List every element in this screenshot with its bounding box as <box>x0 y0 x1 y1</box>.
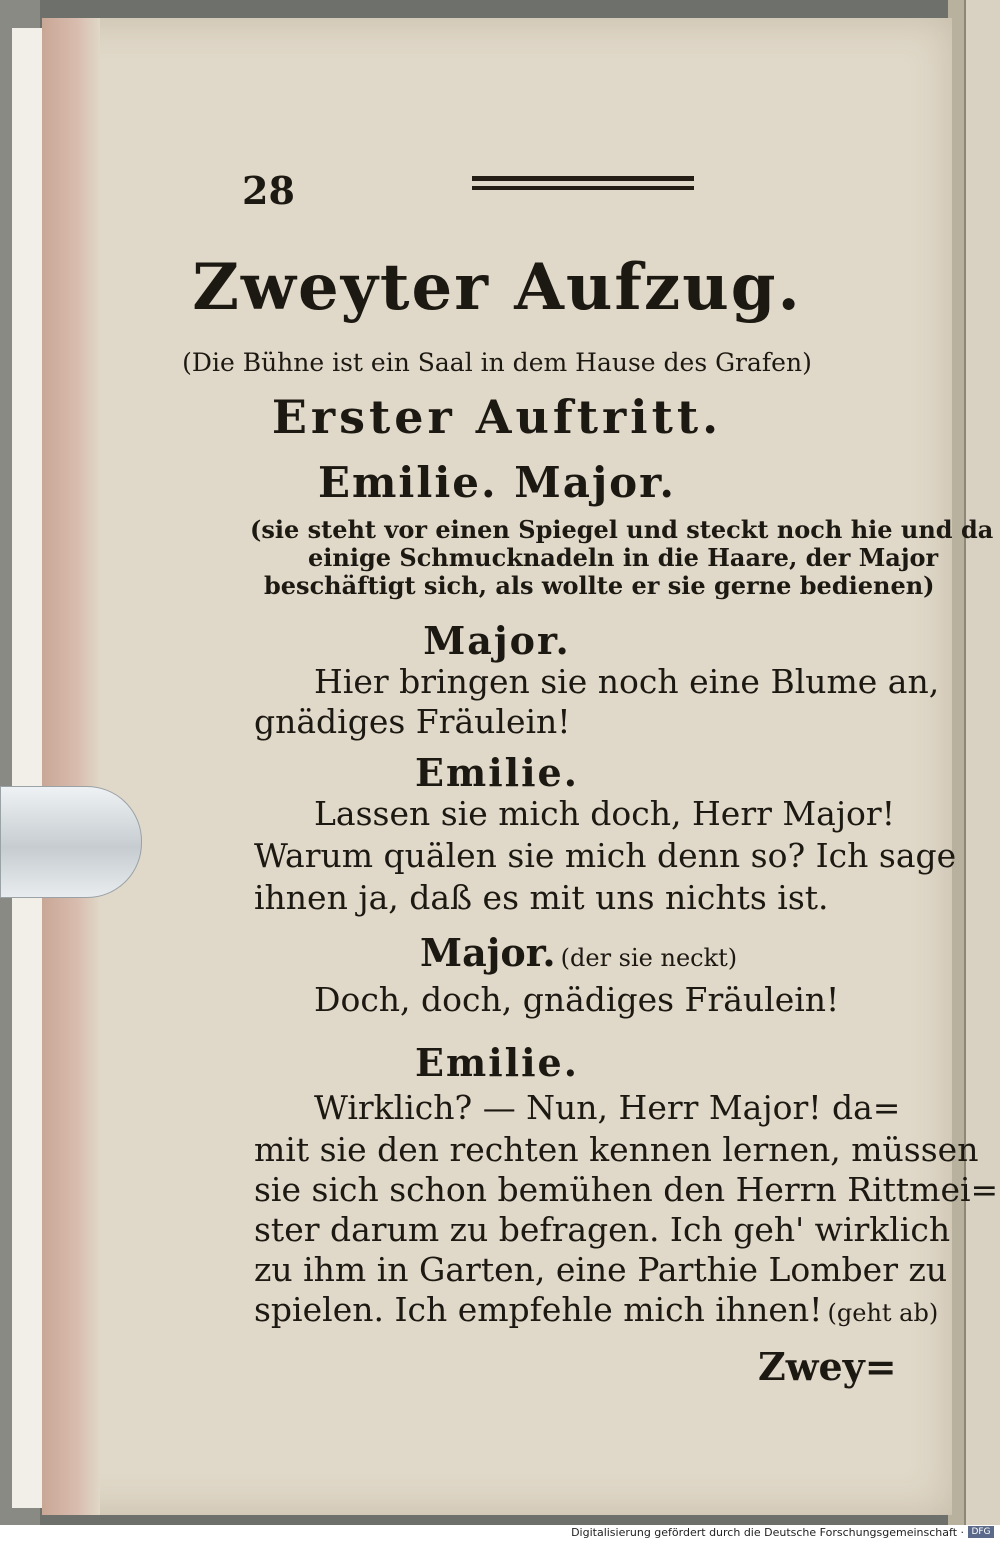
speech-line: zu ihm in Garten, eine Parthie Lomber zu <box>254 1250 948 1289</box>
page-number: 28 <box>242 168 295 213</box>
stage-direction-line: beschäftigt sich, als wollte er sie gerne bedienen) <box>264 571 935 600</box>
scene-title: Erster Auftritt. <box>271 390 723 444</box>
speech-line: mit sie den rechten kennen lernen, müssen <box>254 1130 979 1169</box>
facing-page <box>964 0 1000 1525</box>
dfg-logo-icon: DFG <box>968 1526 994 1538</box>
speaker-name: Emilie. <box>415 750 579 795</box>
speaker-name: Major. <box>423 618 571 663</box>
speech-line: spielen. Ich empfehle mich ihnen! <box>254 1290 823 1329</box>
exit-direction: (geht ab) <box>827 1299 939 1327</box>
footer-credit: Digitalisierung gefördert durch die Deutsche Forschungsgemeinschaft · <box>571 1526 964 1539</box>
speech-line: Doch, doch, gnädiges Fräulein! <box>314 980 840 1019</box>
page-content <box>42 18 999 1515</box>
header-rule <box>472 176 694 181</box>
header-rule <box>472 186 694 190</box>
speech-line: Wirklich? — Nun, Herr Major! da= <box>314 1088 901 1127</box>
stage-direction-line: (sie steht vor einen Spiegel und steckt noch hie und da <box>250 515 994 544</box>
speech-line-with-exit <box>254 1290 938 1329</box>
speaker-with-aside <box>420 930 737 975</box>
speech-line: Warum quälen sie mich denn so? Ich sage <box>254 836 957 875</box>
speech-line: Hier bringen sie noch eine Blume an, <box>314 662 940 701</box>
setting-direction: (Die Bühne ist ein Saal in dem Hause des Grafen) <box>182 348 812 377</box>
cast-list: Emilie. Major. <box>317 458 677 507</box>
speech-line: gnädiges Fräulein! <box>254 702 571 741</box>
cover-edge <box>12 28 43 1508</box>
stage-direction-line: einige Schmucknadeln in die Haare, der Major <box>308 543 939 572</box>
page-clip-holder <box>0 786 142 898</box>
speech-line: ihnen ja, daß es mit uns nichts ist. <box>254 878 829 917</box>
book-page <box>42 18 999 1515</box>
catchword: Zwey= <box>758 1344 897 1389</box>
speech-line: sie sich schon bemühen den Herrn Rittmei= <box>254 1170 999 1209</box>
act-title: Zweyter Aufzug. <box>192 250 802 325</box>
speech-line: Lassen sie mich doch, Herr Major! <box>314 794 895 833</box>
digitization-footer <box>0 1525 1000 1541</box>
speaker-name: Major. <box>420 930 556 975</box>
aside-direction: (der sie neckt) <box>560 944 738 972</box>
speech-line: ster darum zu befragen. Ich geh' wirklich <box>254 1210 951 1249</box>
speaker-name: Emilie. <box>415 1040 579 1085</box>
